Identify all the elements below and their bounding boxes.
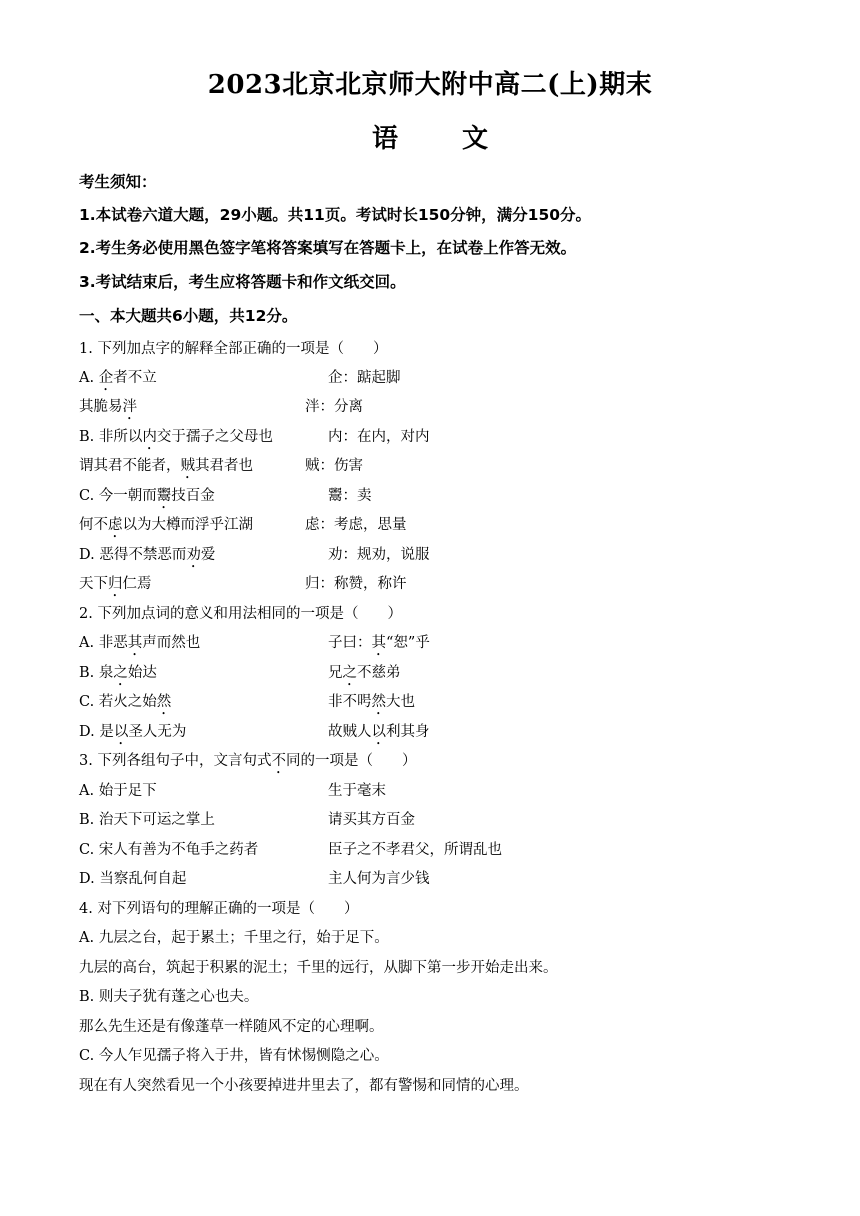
option-right: 请买其方百金 bbox=[328, 812, 415, 828]
dotted-char: 内 bbox=[142, 429, 157, 445]
notice-item: 3.考试结束后，考生应将答题卡和作文纸交回。 bbox=[79, 273, 406, 291]
dotted-char: 其 bbox=[127, 635, 143, 651]
dotted-char: 之 bbox=[342, 665, 357, 681]
subject-char: 语 bbox=[371, 124, 398, 154]
notice-heading: 考生须知： bbox=[79, 173, 157, 191]
option-left: D. 恶得不禁恶而劝爱 bbox=[79, 547, 216, 563]
dotted-char: 贼 bbox=[180, 458, 195, 474]
option-left: A. 非恶其声而然也 bbox=[79, 635, 201, 651]
option-right: 企：踮起脚 bbox=[328, 370, 401, 386]
option-line: 九层的高台，筑起于积累的泥土；千里的远行，从脚下第一步开始走出来。 bbox=[79, 960, 558, 976]
option-left: 谓其君不能者，贼其君者也 bbox=[79, 458, 253, 474]
option-right: 贼：伤害 bbox=[305, 458, 363, 474]
dotted-char: 以 bbox=[113, 724, 129, 740]
option-right: 兄之不慈弟 bbox=[328, 665, 401, 681]
dotted-char: 然 bbox=[156, 694, 172, 710]
option-right: 子曰：其“恕”乎 bbox=[328, 635, 430, 651]
dotted-char: 企 bbox=[98, 370, 114, 386]
option-line: C. 今人乍见孺子将入于井，皆有怵惕恻隐之心。 bbox=[79, 1048, 389, 1064]
question-stem: 1. 下列加点字的解释全部正确的一项是（ ） bbox=[79, 341, 388, 357]
option-left: 其脆易泮 bbox=[79, 399, 137, 415]
dotted-char: 之 bbox=[113, 665, 128, 681]
notice-item: 2.考生务必使用黑色签字笔将答案填写在答题卡上，在试卷上作答无效。 bbox=[79, 239, 577, 257]
option-right: 生于毫末 bbox=[328, 783, 386, 799]
subject-title bbox=[0, 118, 860, 155]
option-line: 那么先生还是有像蓬草一样随风不定的心理啊。 bbox=[79, 1019, 384, 1035]
option-right: 虑：考虑，思量 bbox=[305, 517, 407, 533]
exam-title: 2023北京北京师大附中高二(上)期末 bbox=[207, 70, 653, 100]
option-left: A. 始于足下 bbox=[79, 783, 157, 799]
option-right: 内：在内，对内 bbox=[328, 429, 430, 445]
option-left: A. 企者不立 bbox=[79, 370, 157, 386]
question-stem: 2. 下列加点词的意义和用法相同的一项是（ ） bbox=[79, 606, 402, 622]
option-left: B. 泉之始达 bbox=[79, 665, 157, 681]
option-line: 现在有人突然看见一个小孩要掉进井里去了，都有警惕和同情的心理。 bbox=[79, 1078, 529, 1094]
option-right: 故贼人以利其身 bbox=[328, 724, 430, 740]
option-left: B. 治天下可运之掌上 bbox=[79, 812, 215, 828]
section-heading: 一、本大题共6小题，共12分。 bbox=[79, 307, 298, 325]
question-stem: 3. 下列各组句子中，文言句式不同的一项是（ ） bbox=[79, 753, 417, 769]
option-right: 主人何为言少钱 bbox=[328, 871, 430, 887]
option-left: D. 当察乱何自起 bbox=[79, 871, 187, 887]
option-left: 何不虑以为大樽而浮乎江湖 bbox=[79, 517, 253, 533]
option-line: B. 则夫子犹有蓬之心也夫。 bbox=[79, 989, 259, 1005]
option-right: 非不呺然大也 bbox=[328, 694, 415, 710]
option-left: C. 若火之始然 bbox=[79, 694, 172, 710]
dotted-char: 虑 bbox=[108, 517, 123, 533]
dotted-char: 归 bbox=[108, 576, 123, 592]
option-right: 归：称赞，称许 bbox=[305, 576, 407, 592]
option-right: 劝：规劝，说服 bbox=[328, 547, 430, 563]
dotted-char: 然 bbox=[371, 694, 386, 710]
option-right: 鬻：卖 bbox=[328, 488, 372, 504]
option-line: A. 九层之台，起于累土；千里之行，始于足下。 bbox=[79, 930, 389, 946]
dotted-char: 以 bbox=[371, 724, 386, 740]
subject-char: 文 bbox=[462, 124, 489, 154]
dotted-char: 劝 bbox=[186, 547, 201, 563]
option-right: 泮：分离 bbox=[305, 399, 363, 415]
dotted-char: 鬻 bbox=[156, 488, 172, 504]
dotted-char: 不 bbox=[271, 753, 286, 769]
option-left: D. 是以圣人无为 bbox=[79, 724, 187, 740]
dotted-char: 泮 bbox=[122, 399, 137, 415]
dotted-char: 其 bbox=[371, 635, 386, 651]
question-stem: 4. 对下列语句的理解正确的一项是（ ） bbox=[79, 901, 359, 917]
option-left: B. 非所以内交于孺子之父母也 bbox=[79, 429, 273, 445]
option-left: C. 今一朝而鬻技百金 bbox=[79, 488, 215, 504]
option-left: C. 宋人有善为不龟手之药者 bbox=[79, 842, 259, 858]
option-left: 天下归仁焉 bbox=[79, 576, 152, 592]
option-right: 臣子之不孝君父，所谓乱也 bbox=[328, 842, 502, 858]
notice-item: 1.本试卷六道大题，29小题。共11页。考试时长150分钟，满分150分。 bbox=[79, 206, 592, 224]
